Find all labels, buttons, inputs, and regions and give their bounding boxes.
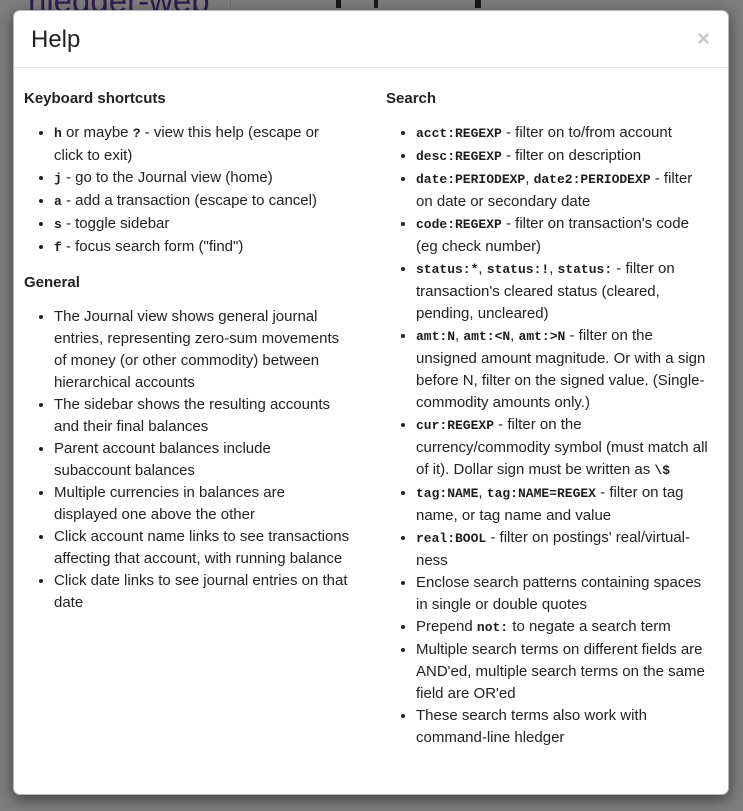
code-term: f (54, 240, 62, 255)
help-list-item: • Parent account balances include subaccount balances (54, 438, 350, 482)
help-list (24, 306, 350, 614)
section-heading: General (24, 274, 80, 291)
code-term: not: (476, 620, 509, 635)
code-term: tag:NAME (416, 486, 479, 501)
code-term: status: (557, 262, 613, 277)
help-list-item: • acct:REGEXP - filter on to/from account (416, 122, 712, 145)
close-icon[interactable]: × (697, 26, 710, 51)
help-column-left (24, 89, 350, 759)
code-term: acct:REGEXP (416, 126, 502, 141)
code-term: amt:N (416, 329, 456, 344)
section-heading: Search (386, 90, 437, 107)
help-list-item: • The sidebar shows the resulting accounts and their final balances (54, 394, 350, 438)
code-term: status:* (416, 262, 479, 277)
code-term: s (54, 217, 62, 232)
help-list-item: • a - add a transaction (escape to cancel) (54, 190, 350, 213)
code-term: real:BOOL (416, 531, 487, 546)
help-column-right (386, 89, 712, 759)
help-list-item: • Multiple currencies in balances are displayed one above the other (54, 482, 350, 526)
code-term: desc:REGEXP (416, 149, 502, 164)
help-list-item: • The Journal view shows general journal entries, representing zero-sum movements of money (or other commodity) between hierarchical accounts (54, 306, 350, 394)
help-list-item: • Prepend not: to negate a search term (416, 616, 712, 639)
modal-title: Help (31, 26, 81, 53)
help-list (386, 122, 712, 749)
code-term: h (54, 126, 62, 141)
help-list-item: • Enclose search patterns containing spaces in single or double quotes (416, 572, 712, 616)
code-term: amt:<N (463, 329, 511, 344)
help-list-item: • amt:N, amt:<N, amt:>N - filter on the unsigned amount magnitude. Or with a sign before N, filter on the signed value. (Single-commodity amounts only.) (416, 325, 712, 414)
code-term: amt:>N (518, 329, 566, 344)
help-list-item: • date:PERIODEXP, date2:PERIODEXP - filter on date or secondary date (416, 168, 712, 213)
code-term: tag:NAME=REGEX (486, 486, 596, 501)
code-term: status:! (486, 262, 550, 277)
help-list-item: • These search terms also work with command-line hledger (416, 705, 712, 749)
code-term: ? (132, 126, 141, 141)
help-list (24, 122, 350, 259)
help-list-item: • status:*, status:!, status: - filter on transaction's cleared status (cleared, pending, uncleared) (416, 258, 712, 325)
help-list-item: • Multiple search terms on different fields are AND'ed, multiple search terms on the same field are OR'ed (416, 639, 712, 705)
code-term: date:PERIODEXP (416, 172, 526, 187)
code-term: j (54, 171, 62, 186)
help-list-item: • real:BOOL - filter on postings' real/virtual-ness (416, 527, 712, 572)
help-list-item: • tag:NAME, tag:NAME=REGEX - filter on tag name, or tag name and value (416, 482, 712, 527)
help-list-item: • j - go to the Journal view (home) (54, 167, 350, 190)
code-term: cur:REGEXP (416, 418, 495, 433)
help-modal (13, 10, 729, 795)
help-list-item: • code:REGEXP - filter on transaction's code (eg check number) (416, 213, 712, 258)
help-list-item: • s - toggle sidebar (54, 213, 350, 236)
help-list-item: • Click account name links to see transactions affecting that account, with running balance (54, 526, 350, 570)
code-term: date2:PERIODEXP (533, 172, 651, 187)
modal-header (14, 11, 728, 68)
help-list-item: • f - focus search form ("find") (54, 236, 350, 259)
modal-body (14, 68, 728, 779)
help-list-item: • cur:REGEXP - filter on the currency/commodity symbol (must match all of it). Dollar sign must be written as \$ (416, 414, 712, 482)
section-heading: Keyboard shortcuts (24, 90, 166, 107)
help-list-item: • h or maybe ? - view this help (escape or click to exit) (54, 122, 350, 167)
code-term: code:REGEXP (416, 217, 502, 232)
help-list-item: • Click date links to see journal entries on that date (54, 570, 350, 614)
code-term: \$ (654, 463, 671, 478)
code-term: a (54, 194, 62, 209)
help-list-item: • desc:REGEXP - filter on description (416, 145, 712, 168)
